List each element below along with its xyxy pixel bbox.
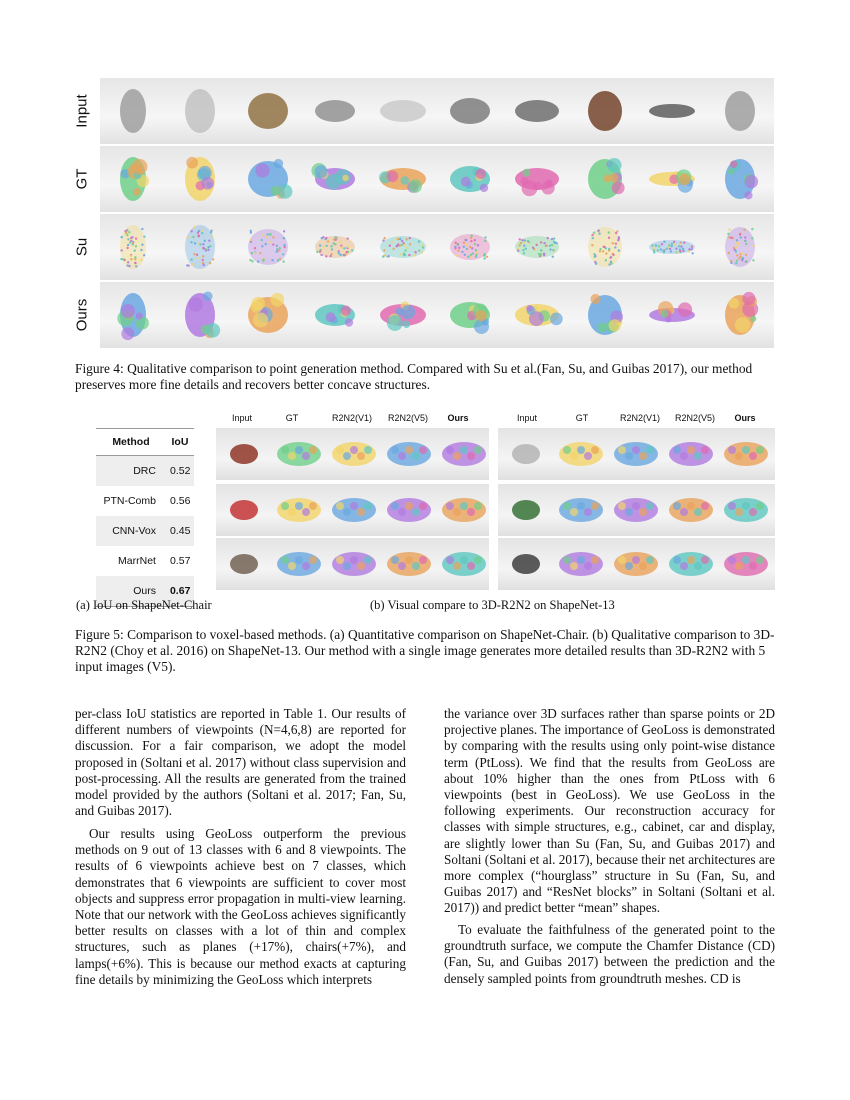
figure-thumbnail bbox=[639, 282, 705, 348]
figure-thumbnail bbox=[639, 78, 705, 144]
thumbnail-graphic bbox=[235, 146, 301, 212]
figure-thumbnail bbox=[100, 282, 166, 348]
col-header-r2n2-v5: R2N2(V5) bbox=[387, 413, 428, 423]
figure-thumbnail bbox=[100, 214, 166, 280]
method-cell: MarrNet bbox=[118, 555, 156, 567]
thumbnail-graphic bbox=[572, 146, 638, 212]
thumbnail-graphic bbox=[639, 78, 705, 144]
subcaption-b: (b) Visual compare to 3D-R2N2 on ShapeNet-13 bbox=[370, 598, 615, 612]
iou-cell: 0.56 bbox=[169, 495, 191, 507]
thumbnail-graphic bbox=[500, 428, 552, 480]
figure-thumbnail bbox=[100, 146, 166, 212]
thumbnail-graphic bbox=[383, 538, 435, 590]
thumbnail-graphic bbox=[665, 538, 717, 590]
figure-thumbnail bbox=[572, 282, 638, 348]
thumbnail-graphic bbox=[273, 484, 325, 536]
thumbnail-graphic bbox=[555, 538, 607, 590]
figure-4-caption: Figure 4: Qualitative comparison to point generation method. Compared with Su et al.(Fan, Su, and Guibas 2017), our method preserves more fine details and recovers better concave structures. bbox=[75, 361, 753, 392]
table-row bbox=[96, 546, 194, 576]
figure-thumbnail bbox=[370, 146, 436, 212]
thumbnail-graphic bbox=[707, 78, 773, 144]
iou-cell: 0.67 bbox=[166, 576, 194, 607]
thumbnail-graphic bbox=[438, 484, 490, 536]
figure-thumbnail bbox=[370, 214, 436, 280]
figure-thumbnail bbox=[572, 146, 638, 212]
figure-row-input bbox=[100, 78, 774, 144]
thumbnail-graphic bbox=[438, 538, 490, 590]
row-label-ours: Ours bbox=[73, 298, 91, 332]
thumbnail-graphic bbox=[370, 214, 436, 280]
thumbnail-graphic bbox=[302, 214, 368, 280]
thumbnail-graphic bbox=[328, 428, 380, 480]
subcaption-a: (a) IoU on ShapeNet-Chair bbox=[76, 598, 212, 612]
figure-5-caption: Figure 5: Comparison to voxel-based methods. (a) Quantitative comparison on ShapeNet-Chair. (b) Qualitative comparison to 3D-R2N2 (Choy et al. 2016) on ShapeNet-13. Our method with a single image generates more detailed results than 3D-R2N2 with 5 input images (V5). bbox=[75, 627, 775, 674]
thumbnail-graphic bbox=[707, 146, 773, 212]
thumbnail-graphic bbox=[370, 282, 436, 348]
thumbnail-graphic bbox=[555, 428, 607, 480]
col-header-r2n2-v5: R2N2(V5) bbox=[674, 413, 715, 423]
thumbnail-graphic bbox=[720, 428, 772, 480]
table-row bbox=[96, 516, 194, 546]
thumbnail-graphic bbox=[235, 214, 301, 280]
thumbnail-graphic bbox=[610, 428, 662, 480]
figure-thumbnail bbox=[437, 282, 503, 348]
thumbnail-graphic bbox=[610, 484, 662, 536]
thumbnail-graphic bbox=[500, 484, 552, 536]
figure-thumbnail bbox=[707, 78, 773, 144]
thumbnail-graphic bbox=[504, 146, 570, 212]
thumbnail-graphic bbox=[218, 484, 270, 536]
method-cell: CNN-Vox bbox=[96, 516, 166, 546]
thumbnail-graphic bbox=[555, 484, 607, 536]
thumbnail-graphic bbox=[100, 214, 166, 280]
figure-thumbnail bbox=[370, 78, 436, 144]
thumbnail-graphic bbox=[707, 214, 773, 280]
table-row bbox=[96, 456, 194, 487]
figure-thumbnail bbox=[235, 214, 301, 280]
figure-thumbnail bbox=[504, 146, 570, 212]
thumbnail-graphic bbox=[218, 428, 270, 480]
thumbnail-graphic bbox=[665, 484, 717, 536]
figure-thumbnail bbox=[167, 214, 233, 280]
thumbnail-graphic bbox=[610, 538, 662, 590]
col-header-gt: GT bbox=[285, 413, 299, 423]
figure-thumbnail bbox=[707, 214, 773, 280]
thumbnail-graphic bbox=[720, 538, 772, 590]
thumbnail-graphic bbox=[218, 538, 270, 590]
col-header-r2n2-v1: R2N2(V1) bbox=[331, 413, 372, 423]
figure-thumbnail bbox=[639, 214, 705, 280]
thumbnail-graphic bbox=[328, 538, 380, 590]
thumbnail-graphic bbox=[504, 214, 570, 280]
body-paragraph: per-class IoU statistics are reported in Table 1. Our results of different numbers of viewpoints (N=4,6,8) are reported for discussion. For a fair comparison, we adopt the model proposed in (Soltani et al. 2017) without class supervision and post-processing. All the results are generated from the trained model provided by the authors (Soltani et al. 2017; Fan, Su, and Guibas 2017). bbox=[75, 706, 406, 819]
table-header-method: Method bbox=[96, 429, 166, 456]
thumbnail-graphic bbox=[302, 78, 368, 144]
iou-cell: 0.57 bbox=[169, 555, 191, 567]
iou-cell: 0.45 bbox=[166, 516, 194, 546]
figure-row-ours bbox=[100, 282, 774, 348]
thumbnail-graphic bbox=[437, 214, 503, 280]
thumbnail-graphic bbox=[639, 282, 705, 348]
thumbnail-graphic bbox=[500, 538, 552, 590]
thumbnail-graphic bbox=[302, 282, 368, 348]
thumbnail-graphic bbox=[572, 78, 638, 144]
thumbnail-graphic bbox=[328, 484, 380, 536]
figure-thumbnail bbox=[235, 282, 301, 348]
figure-thumbnail bbox=[707, 146, 773, 212]
figure-thumbnail bbox=[504, 214, 570, 280]
figure-thumbnail bbox=[100, 78, 166, 144]
figure-thumbnail bbox=[437, 214, 503, 280]
thumbnail-graphic bbox=[383, 428, 435, 480]
thumbnail-graphic bbox=[720, 484, 772, 536]
thumbnail-graphic bbox=[639, 214, 705, 280]
figure-thumbnail bbox=[235, 146, 301, 212]
thumbnail-graphic bbox=[639, 146, 705, 212]
visual-compare-row bbox=[216, 428, 489, 480]
visual-compare-row bbox=[498, 538, 775, 590]
row-label-su: Su bbox=[73, 237, 91, 257]
thumbnail-graphic bbox=[665, 428, 717, 480]
figure-thumbnail bbox=[437, 78, 503, 144]
visual-compare-row bbox=[498, 428, 775, 480]
figure-thumbnail bbox=[639, 146, 705, 212]
body-paragraph: the variance over 3D surfaces rather than sparse points or 2D projective planes. The importance of GeoLoss is demonstrated by comparing with the results using only point-wise distance term (PtLoss). We find that the results from GeoLoss are about 10% higher than the ones from PtLoss with 6 viewpoints (best in GeoLoss). We use GeoLoss in the following experiments. Our reconstruction accuracy for classes with simple structures, e.g., cabinet, car and display, are slightly lower than Su (Fan, Su, and Guibas 2017) and Soltani (Soltani et al. 2017), because their net architectures are more complex (“hourglass” structure in Su (Fan, Su, and Guibas 2017) and “ResNet blocks” in Soltani (Soltani et al. 2017)) and predict better “mean” shapes. bbox=[444, 706, 775, 916]
table-header-iou: IoU bbox=[166, 429, 194, 456]
iou-cell: 0.52 bbox=[166, 456, 194, 487]
thumbnail-graphic bbox=[235, 78, 301, 144]
figure-thumbnail bbox=[167, 78, 233, 144]
figure-thumbnail bbox=[302, 214, 368, 280]
thumbnail-graphic bbox=[167, 282, 233, 348]
method-cell: Ours bbox=[96, 576, 166, 607]
thumbnail-graphic bbox=[302, 146, 368, 212]
figure-thumbnail bbox=[302, 146, 368, 212]
thumbnail-graphic bbox=[572, 282, 638, 348]
thumbnail-graphic bbox=[167, 78, 233, 144]
thumbnail-graphic bbox=[167, 146, 233, 212]
figure-row-su bbox=[100, 214, 774, 280]
thumbnail-graphic bbox=[370, 146, 436, 212]
figure-thumbnail bbox=[167, 282, 233, 348]
figure-thumbnail bbox=[302, 78, 368, 144]
thumbnail-graphic bbox=[504, 78, 570, 144]
thumbnail-graphic bbox=[370, 78, 436, 144]
method-cell: PTN-Comb bbox=[103, 495, 156, 507]
figure-thumbnail bbox=[572, 78, 638, 144]
thumbnail-graphic bbox=[437, 146, 503, 212]
body-paragraph: Our results using GeoLoss outperform the previous methods on 9 out of 13 classes with 6 and 8 viewpoints. The results of 6 viewpoints achieve best on 7 classes, which demonstrates that 6 viewpoints are sufficient to cover most objects and suppress error propagation in multi-view learning. Note that our network with the GeoLoss achieves significantly better results on classes with a lot of thin and complex structures, such as planes (+17%), chairs(+7%), and lamps(+6%). This is because our method exacts at capturing fine details by minimizing the GeoLoss which interprets bbox=[75, 826, 406, 987]
iou-table bbox=[96, 428, 194, 607]
figure-thumbnail bbox=[437, 146, 503, 212]
thumbnail-graphic bbox=[235, 282, 301, 348]
col-header-ours: Ours bbox=[447, 413, 469, 423]
thumbnail-graphic bbox=[504, 282, 570, 348]
thumbnail-graphic bbox=[383, 484, 435, 536]
figure-4 bbox=[73, 78, 774, 348]
col-header-input: Input bbox=[516, 413, 538, 423]
thumbnail-graphic bbox=[437, 78, 503, 144]
visual-compare-row bbox=[498, 484, 775, 536]
figure-thumbnail bbox=[302, 282, 368, 348]
figure-row-gt bbox=[100, 146, 774, 212]
thumbnail-graphic bbox=[273, 428, 325, 480]
figure-thumbnail bbox=[572, 214, 638, 280]
thumbnail-graphic bbox=[273, 538, 325, 590]
thumbnail-graphic bbox=[167, 214, 233, 280]
thumbnail-graphic bbox=[707, 282, 773, 348]
figure-thumbnail bbox=[707, 282, 773, 348]
col-header-gt: GT bbox=[575, 413, 589, 423]
col-header-r2n2-v1: R2N2(V1) bbox=[619, 413, 660, 423]
thumbnail-graphic bbox=[438, 428, 490, 480]
thumbnail-graphic bbox=[437, 282, 503, 348]
thumbnail-graphic bbox=[100, 282, 166, 348]
col-header-ours: Ours bbox=[734, 413, 756, 423]
figure-thumbnail bbox=[167, 146, 233, 212]
thumbnail-graphic bbox=[100, 78, 166, 144]
col-header-input: Input bbox=[231, 413, 253, 423]
figure-thumbnail bbox=[235, 78, 301, 144]
figure-thumbnail bbox=[370, 282, 436, 348]
body-paragraph: To evaluate the faithfulness of the generated point to the groundtruth surface, we compute the Chamfer Distance (CD) (Fan, Su, and Guibas 2017) between the prediction and the densely sampled points from groundtruth meshes. CD is bbox=[444, 922, 775, 986]
method-cell: DRC bbox=[96, 456, 166, 487]
thumbnail-graphic bbox=[100, 146, 166, 212]
figure-thumbnail bbox=[504, 282, 570, 348]
visual-compare-row bbox=[216, 484, 489, 536]
row-label-gt: GT bbox=[73, 168, 91, 190]
figure-thumbnail bbox=[504, 78, 570, 144]
visual-compare-row bbox=[216, 538, 489, 590]
table-row bbox=[96, 486, 194, 516]
row-label-input: Input bbox=[73, 94, 91, 128]
thumbnail-graphic bbox=[572, 214, 638, 280]
